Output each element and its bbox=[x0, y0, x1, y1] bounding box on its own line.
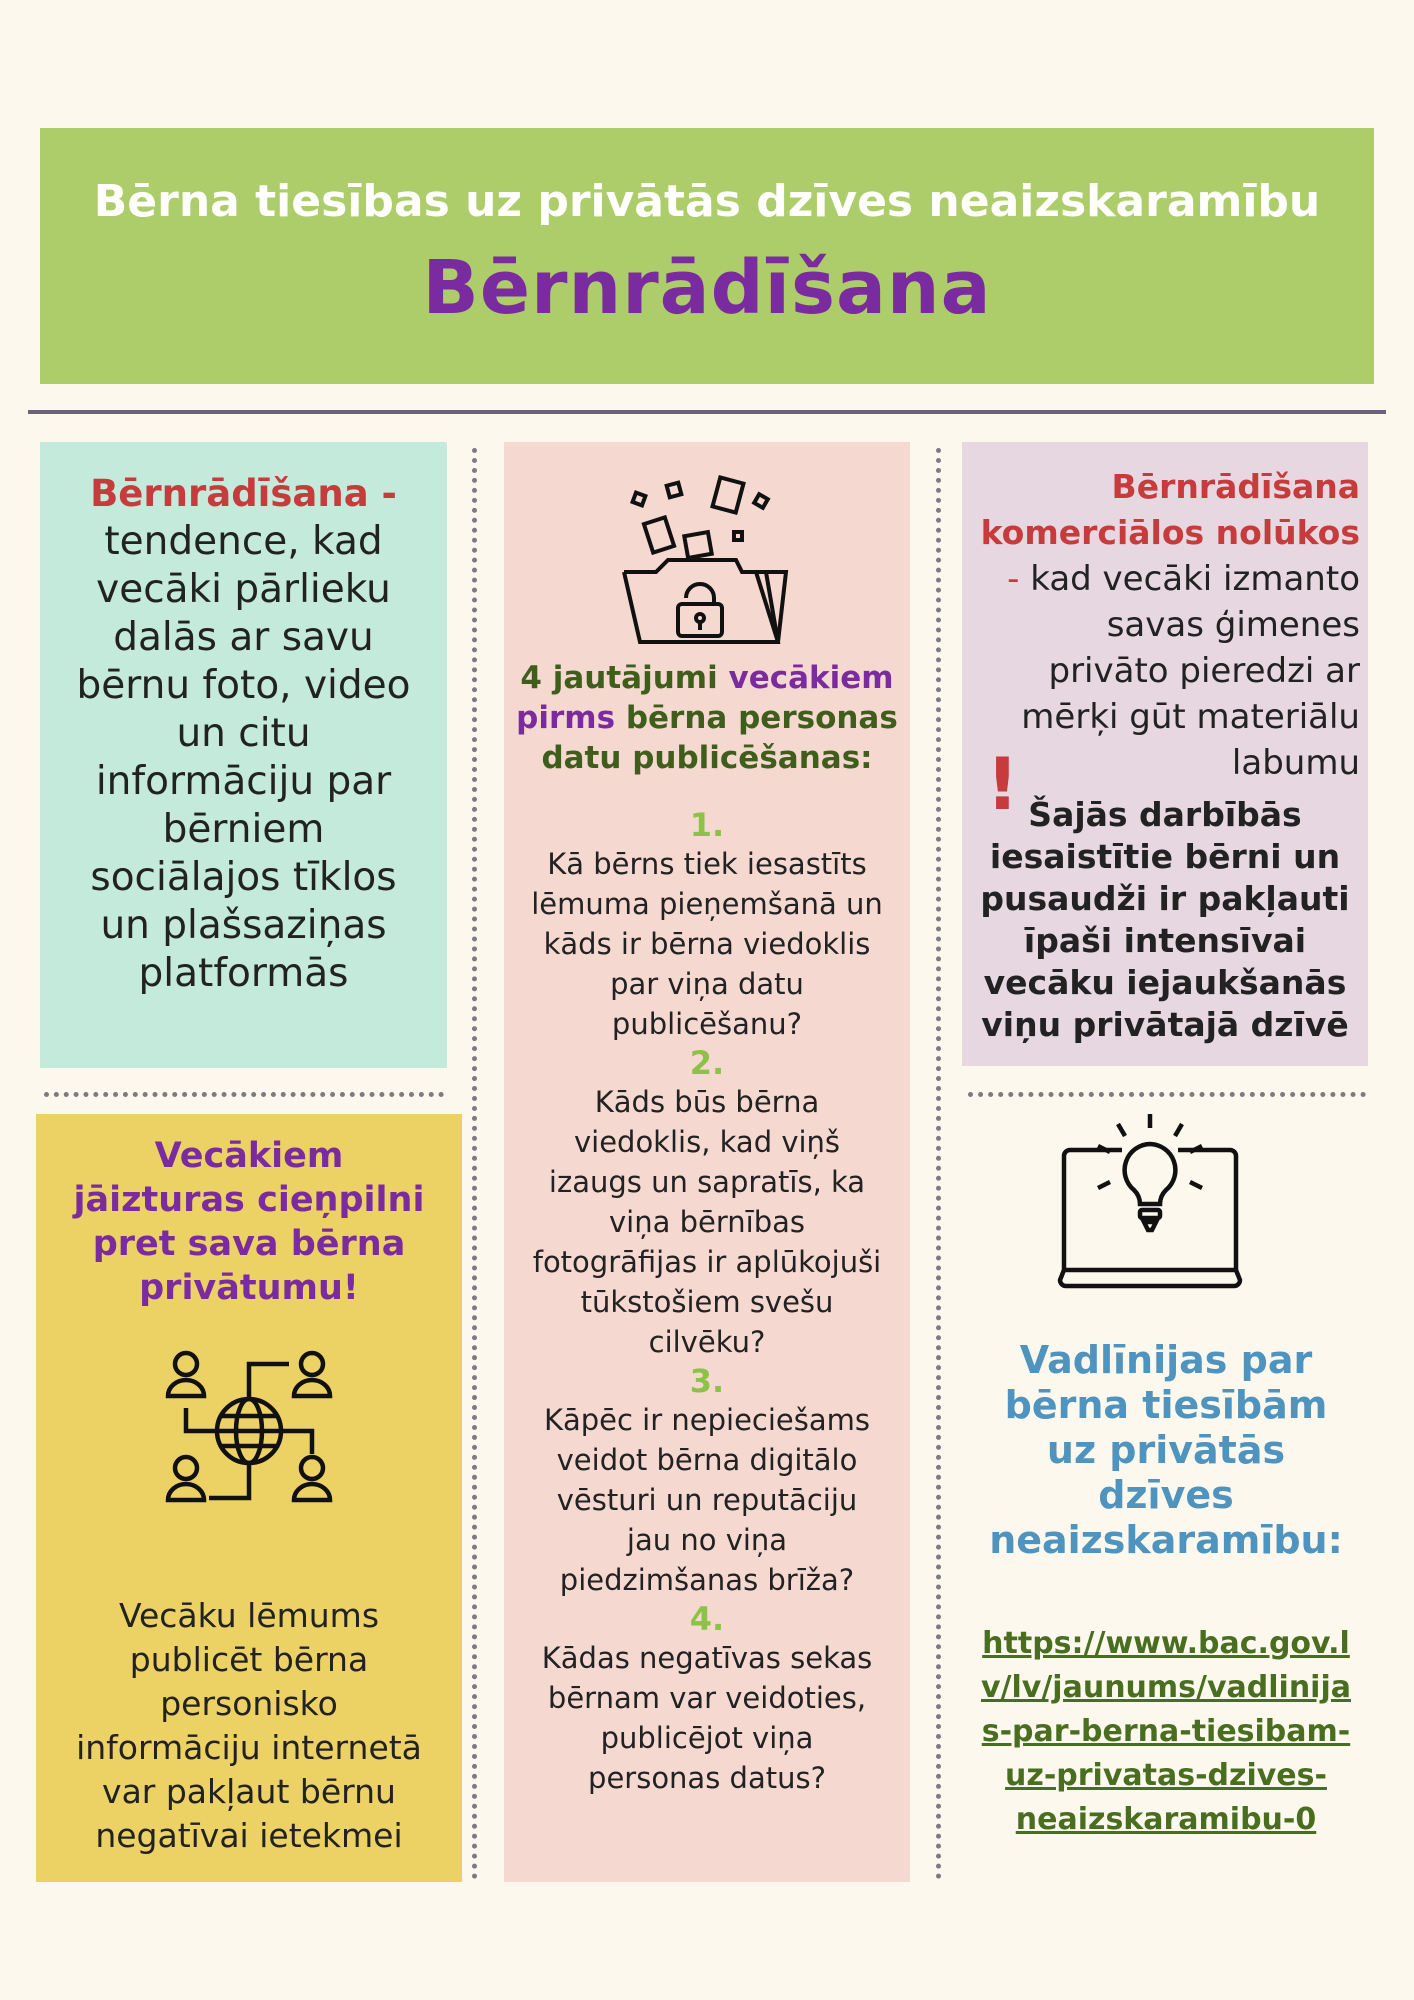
respect-card bbox=[36, 1114, 462, 1882]
question-number: 3. bbox=[689, 1362, 725, 1400]
open-folder-lock-icon bbox=[616, 462, 796, 652]
commercial-warning: Šajās darbībās iesaistītie bērni un pusaudži ir pakļauti īpaši intensīvai vecāku iejaukšanās viņu privātajā dzīvē bbox=[980, 795, 1350, 1044]
question-text: Kāds būs bērna viedoklis, kad viņš izaugs un sapratīs, ka viņa bērnības fotogrāfijas ir aplūkojuši tūkstošiem svešu cilvēku? bbox=[532, 1085, 882, 1359]
question-text: Kāpēc ir nepieciešams veidot bērna digitālo vēsturi un reputāciju jau no viņa piedzimšanas brīža? bbox=[543, 1403, 870, 1597]
question-list bbox=[504, 806, 910, 1798]
question-text: Kādas negatīvas sekas bērnam var veidoties, publicējot viņa personas datus? bbox=[541, 1641, 873, 1795]
commercial-term: Bērnrādīšana komerciālos nolūkos bbox=[980, 467, 1360, 552]
page-title: Bērnrādīšana bbox=[422, 245, 992, 331]
section-divider-left bbox=[44, 1092, 444, 1097]
people-network-globe-icon bbox=[164, 1346, 334, 1516]
questions-card bbox=[504, 442, 910, 1882]
definition-card bbox=[40, 442, 447, 1068]
commercial-description: - kad vecāki izmanto savas ģimenes privāto pieredzi ar mērķi gūt materiālu labumu bbox=[1007, 559, 1360, 783]
column-divider-left bbox=[472, 448, 477, 1880]
question-number: 2. bbox=[689, 1044, 725, 1082]
question-text: Kā bērns tiek iesastīts lēmuma pieņemšanā un kāds ir bērna viedoklis par viņa datu publicēšanu? bbox=[531, 847, 883, 1041]
guidelines-link[interactable]: https://www.bac.gov.l v/lv/jaunums/vadlinija s-par-berna-tiesibam- uz-privatas-dzives- neaizskaramibu-0 bbox=[981, 1626, 1351, 1837]
question-number: 4. bbox=[689, 1600, 725, 1638]
question-number: 1. bbox=[689, 806, 725, 844]
commercial-card bbox=[962, 442, 1368, 1066]
respect-heading: Vecākiem jāizturas cieņpilni pret sava bērna privātumu! bbox=[73, 1136, 425, 1308]
questions-heading: 4 jautājumi vecākiem pirms bērna personas datu publicēšanas: bbox=[516, 660, 898, 776]
section-divider-right bbox=[968, 1092, 1366, 1097]
definition-term: Bērnrādīšana - bbox=[90, 472, 397, 515]
header-divider bbox=[28, 410, 1386, 414]
definition-text: tendence, kad vecāki pārlieku dalās ar savu bērnu foto, video un citu informāciju par bērniem sociālajos tīklos un plašsaziņas platformās bbox=[76, 519, 411, 996]
laptop-lightbulb-icon bbox=[1060, 1110, 1240, 1290]
respect-text: Vecāku lēmums publicēt bērna personisko informāciju internetā var pakļaut bērnu negatīvai ietekmei bbox=[76, 1596, 422, 1855]
guidelines-heading: Vadlīnijas par bērna tiesībām uz privātās dzīves neaizskaramību: bbox=[989, 1338, 1343, 1562]
exclamation-mark: ! bbox=[986, 742, 1019, 826]
header-banner bbox=[40, 128, 1374, 384]
page-subtitle: Bērna tiesības uz privātās dzīves neaizskaramību bbox=[93, 176, 1321, 227]
column-divider-right bbox=[936, 448, 941, 1880]
